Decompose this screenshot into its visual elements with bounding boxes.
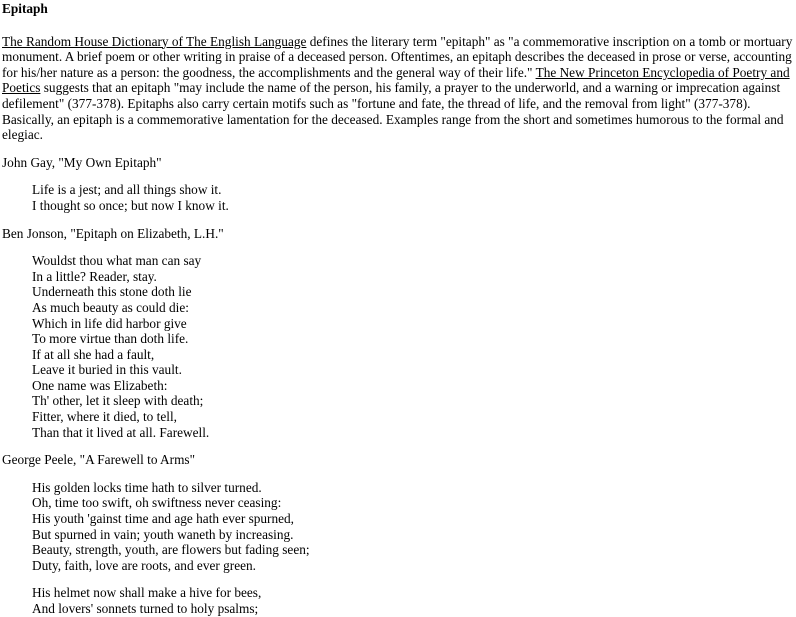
- poem-line: Which in life did harbor give: [32, 315, 187, 331]
- poem-line: Life is a jest; and all things show it.: [32, 182, 222, 198]
- poem-attribution: Ben Jonson, "Epitaph on Elizabeth, L.H.": [2, 225, 224, 241]
- poem-line: Th' other, let it sleep with death;: [32, 393, 204, 409]
- poem-stanza: [32, 253, 794, 440]
- poem-line: Beauty, strength, youth, are flowers but fading seen;: [32, 542, 310, 558]
- poem-line: Underneath this stone doth lie: [32, 284, 192, 300]
- poem-line: To more virtue than doth life.: [32, 331, 189, 347]
- poem-line: In a little? Reader, stay.: [32, 268, 157, 284]
- poem-line: As much beauty as could die:: [32, 299, 189, 315]
- poem-line: His golden locks time hath to silver turned.: [32, 479, 262, 495]
- poem-stanza: [32, 480, 794, 574]
- poem-line: I thought so once; but now I know it.: [32, 197, 229, 213]
- poem-line: Wouldst thou what man can say: [32, 253, 202, 269]
- poem-ben-jonson: [2, 226, 794, 441]
- poem-line: One name was Elizabeth:: [32, 377, 168, 393]
- poem-attribution: John Gay, "My Own Epitaph": [2, 154, 162, 170]
- poem-line: Oh, time too swift, oh swiftness never ceasing:: [32, 495, 282, 511]
- poem-stanza: [32, 585, 794, 616]
- poem-line: His youth 'gainst time and age hath ever spurned,: [32, 511, 294, 527]
- poem-stanza: [32, 182, 794, 213]
- random-house-dictionary-link[interactable]: The Random House Dictionary of The English Language: [2, 33, 307, 49]
- princeton-encyclopedia-link[interactable]: The New Princeton Encyclopedia of Poetry and Poetics: [2, 64, 790, 96]
- poem-line: But spurned in vain; youth waneth by increasing.: [32, 526, 294, 542]
- intro-paragraph: [2, 34, 794, 143]
- poem-line: And lovers' sonnets turned to holy psalms;: [32, 601, 259, 616]
- poem-line: His helmet now shall make a hive for bees,: [32, 585, 262, 601]
- poem-line: Than that it lived at all. Farewell.: [32, 424, 210, 440]
- poem-john-gay: [2, 155, 794, 214]
- poem-line: If at all she had a fault,: [32, 346, 155, 362]
- poem-line: Leave it buried in this vault.: [32, 362, 182, 378]
- poem-line: Duty, faith, love are roots, and ever green.: [32, 557, 256, 573]
- poem-attribution: George Peele, "A Farewell to Arms": [2, 452, 196, 468]
- intro-text-1: defines the literary term "epitaph" as "a commemorative inscription on a tomb or mortuary monument. A brief poem or other writing in praise of a deceased person. Oftentimes, an epitaph describes the deceased in prose or verse, accounting for his/her nature as a person: the goodness, the accomplishments and the general way of their life.": [2, 33, 793, 80]
- poem-george-peele: [2, 452, 794, 616]
- page-title: Epitaph: [2, 1, 48, 16]
- poem-line: Fitter, where it died, to tell,: [32, 409, 177, 425]
- intro-text-2: suggests that an epitaph "may include the name of the person, his family, a prayer to the underworld, and a warning or imprecation against defilement" (377-378). Epitaphs also carry certain motifs such as "fortune and fate, the thread of life, and the removal from light" (377-378). Basically, an epitaph is a commemorative lamentation for the deceased. Examples range from the short and sometimes humorous to the formal and elegiac.: [2, 80, 784, 143]
